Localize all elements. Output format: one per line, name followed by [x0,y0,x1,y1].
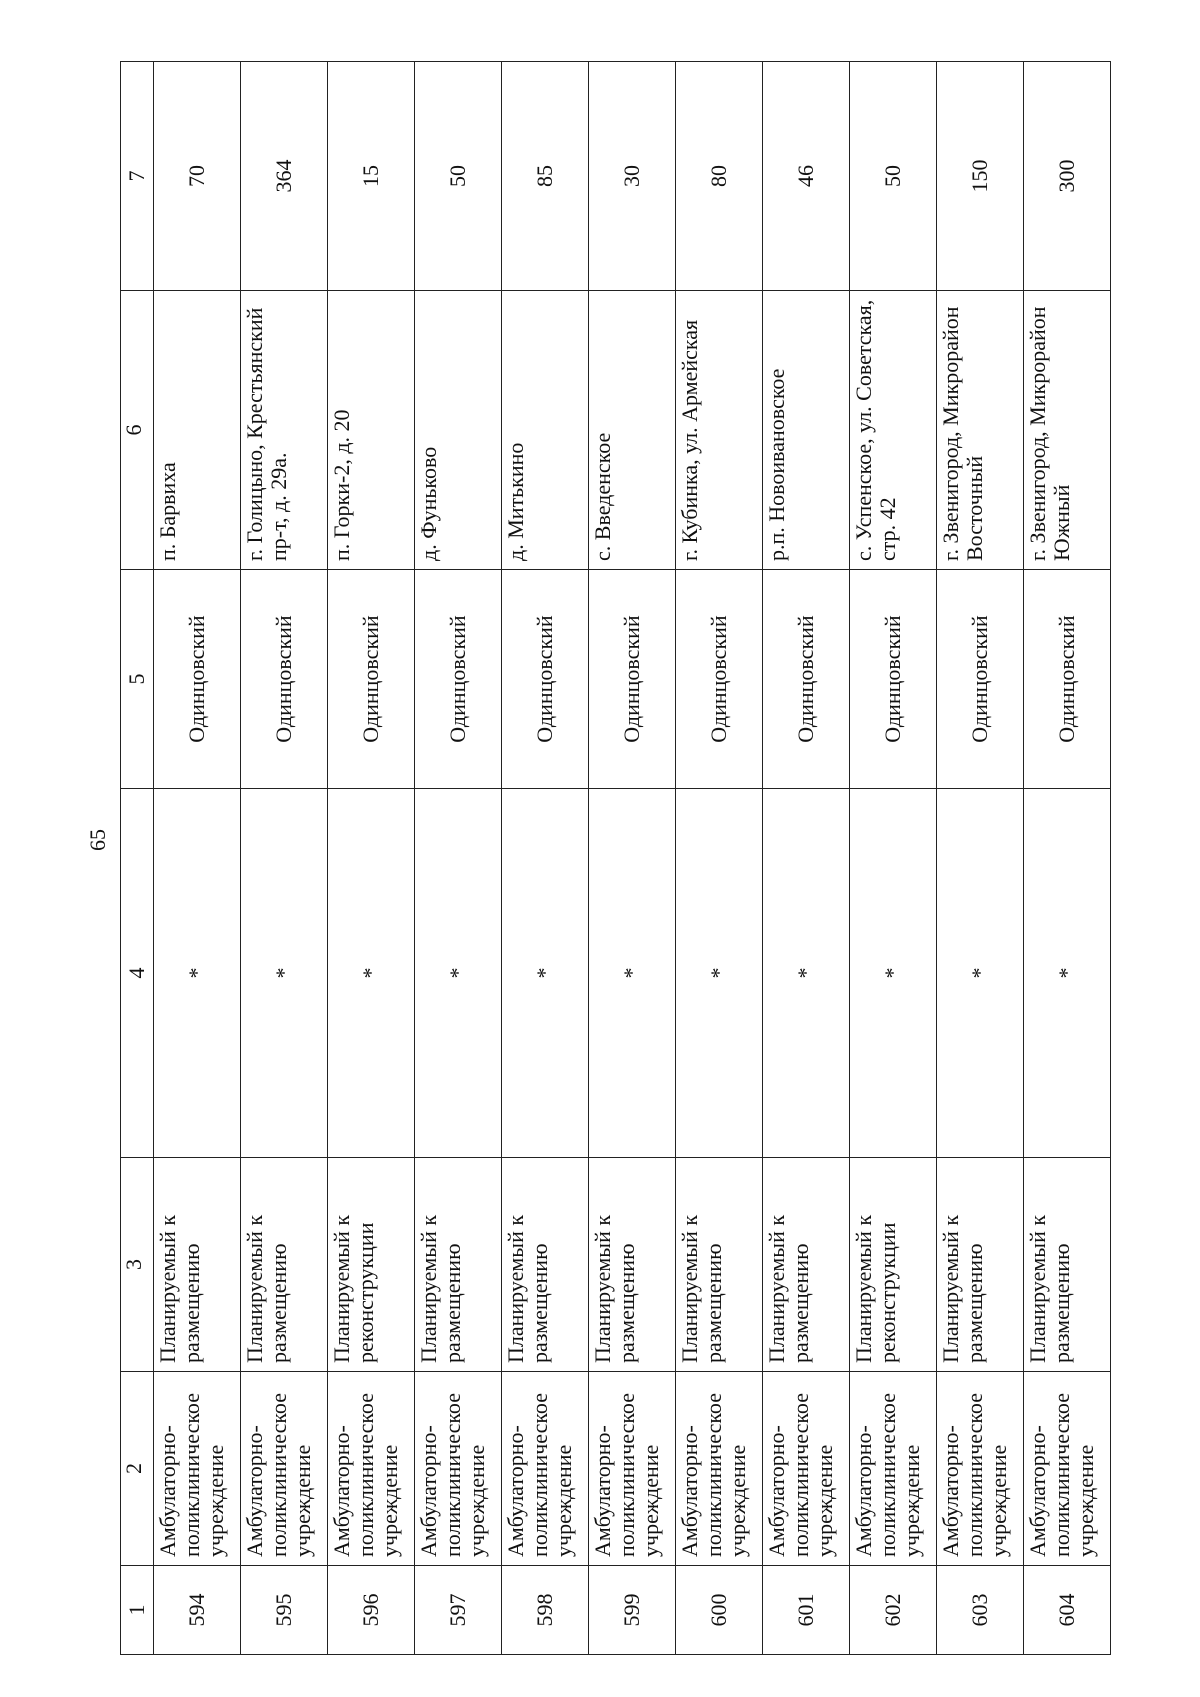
facility-status: Планируемый к размещению [763,1158,850,1372]
mark-cell: * [1024,789,1111,1158]
row-number: 602 [850,1566,937,1655]
mark-cell: * [154,789,241,1158]
facility-status: Планируемый к реконструкции [328,1158,415,1372]
location-cell: г. Звенигород, Микрорайон Восточный [937,291,1024,570]
table-container [120,25,1110,1655]
row-number: 597 [415,1566,502,1655]
column-header-3: 3 [121,1158,154,1372]
row-number: 600 [676,1566,763,1655]
table-row [589,62,676,1655]
district-cell: Одинцовский [328,570,415,789]
capacity-cell: 50 [415,62,502,291]
capacity-cell: 80 [676,62,763,291]
capacity-cell: 300 [1024,62,1111,291]
table-row [502,62,589,1655]
mark-cell: * [589,789,676,1158]
table-header [121,62,154,1655]
district-cell: Одинцовский [937,570,1024,789]
facility-type: Амбулаторно-поликлиническое учреждение [328,1372,415,1566]
capacity-cell: 15 [328,62,415,291]
facility-status: Планируемый к размещению [154,1158,241,1372]
column-header-5: 5 [121,570,154,789]
district-cell: Одинцовский [415,570,502,789]
location-cell: с. Введенское [589,291,676,570]
table-row [937,62,1024,1655]
location-cell: п. Горки-2, д. 20 [328,291,415,570]
district-cell: Одинцовский [850,570,937,789]
mark-cell: * [676,789,763,1158]
mark-cell: * [937,789,1024,1158]
facility-type: Амбулаторно-поликлиническое учреждение [589,1372,676,1566]
facility-status: Планируемый к реконструкции [850,1158,937,1372]
row-number: 603 [937,1566,1024,1655]
facility-status: Планируемый к размещению [589,1158,676,1372]
table-body [154,62,1111,1655]
row-number: 599 [589,1566,676,1655]
capacity-cell: 70 [154,62,241,291]
table-row [154,62,241,1655]
district-cell: Одинцовский [1024,570,1111,789]
facility-type: Амбулаторно-поликлиническое учреждение [415,1372,502,1566]
column-header-4: 4 [121,789,154,1158]
district-cell: Одинцовский [502,570,589,789]
facility-type: Амбулаторно-поликлиническое учреждение [763,1372,850,1566]
facility-status: Планируемый к размещению [937,1158,1024,1372]
facility-status: Планируемый к размещению [1024,1158,1111,1372]
mark-cell: * [502,789,589,1158]
capacity-cell: 30 [589,62,676,291]
page-number: 65 [85,829,110,851]
location-cell: с. Успенское, ул. Советская, стр. 42 [850,291,937,570]
location-cell: г. Кубинка, ул. Армейская [676,291,763,570]
table-row [763,62,850,1655]
location-cell: г. Звенигород, Микрорайон Южный [1024,291,1111,570]
row-number: 604 [1024,1566,1111,1655]
facility-type: Амбулаторно-поликлиническое учреждение [676,1372,763,1566]
facility-type: Амбулаторно-поликлиническое учреждение [937,1372,1024,1566]
capacity-cell: 150 [937,62,1024,291]
row-number: 601 [763,1566,850,1655]
location-cell: р.п. Новоивановское [763,291,850,570]
column-header-6: 6 [121,291,154,570]
facilities-table [120,61,1111,1655]
capacity-cell: 85 [502,62,589,291]
header-row [121,62,154,1655]
table-row [328,62,415,1655]
column-header-1: 1 [121,1566,154,1655]
district-cell: Одинцовский [154,570,241,789]
row-number: 595 [241,1566,328,1655]
capacity-cell: 46 [763,62,850,291]
capacity-cell: 364 [241,62,328,291]
column-header-7: 7 [121,62,154,291]
row-number: 598 [502,1566,589,1655]
facility-type: Амбулаторно-поликлиническое учреждение [154,1372,241,1566]
row-number: 594 [154,1566,241,1655]
location-cell: д. Фуньково [415,291,502,570]
mark-cell: * [241,789,328,1158]
location-cell: д. Митькино [502,291,589,570]
facility-status: Планируемый к размещению [676,1158,763,1372]
table-row [1024,62,1111,1655]
table-row [676,62,763,1655]
mark-cell: * [415,789,502,1158]
facility-type: Амбулаторно-поликлиническое учреждение [241,1372,328,1566]
district-cell: Одинцовский [676,570,763,789]
mark-cell: * [763,789,850,1158]
district-cell: Одинцовский [589,570,676,789]
facility-type: Амбулаторно-поликлиническое учреждение [850,1372,937,1566]
facility-status: Планируемый к размещению [241,1158,328,1372]
district-cell: Одинцовский [763,570,850,789]
row-number: 596 [328,1566,415,1655]
facility-status: Планируемый к размещению [502,1158,589,1372]
district-cell: Одинцовский [241,570,328,789]
facility-type: Амбулаторно-поликлиническое учреждение [1024,1372,1111,1566]
column-header-2: 2 [121,1372,154,1566]
facility-type: Амбулаторно-поликлиническое учреждение [502,1372,589,1566]
table-row [850,62,937,1655]
location-cell: п. Барвиха [154,291,241,570]
table-row [415,62,502,1655]
table-row [241,62,328,1655]
mark-cell: * [328,789,415,1158]
location-cell: г. Голицыно, Крестьянский пр-т, д. 29а. [241,291,328,570]
mark-cell: * [850,789,937,1158]
capacity-cell: 50 [850,62,937,291]
facility-status: Планируемый к размещению [415,1158,502,1372]
